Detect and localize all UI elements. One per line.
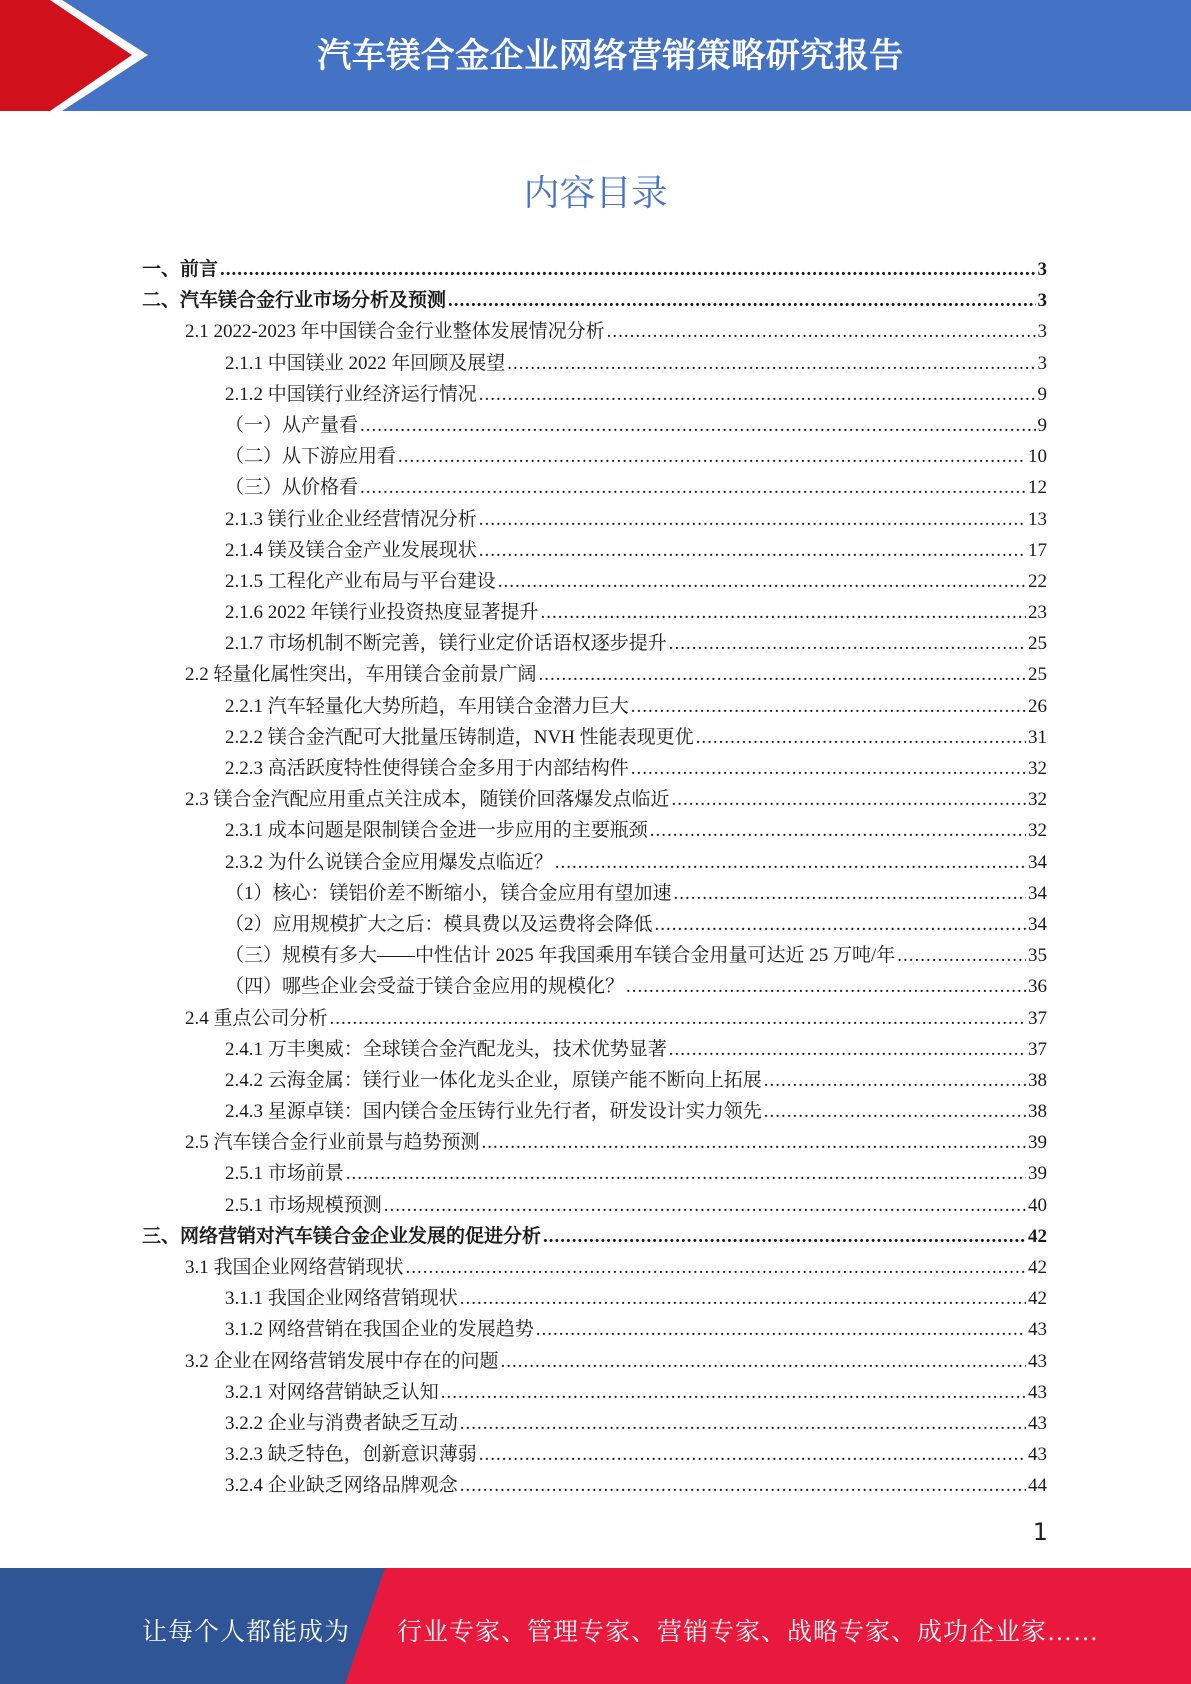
toc-entry[interactable] bbox=[142, 348, 1047, 379]
toc-dot-leader bbox=[669, 1034, 1026, 1065]
toc-dot-leader bbox=[448, 285, 1035, 316]
toc-entry[interactable] bbox=[142, 504, 1047, 535]
toc-entry[interactable] bbox=[142, 1377, 1047, 1408]
toc-entry-label: 2.4.1 万丰奥威：全球镁合金汽配龙头，技术优势显著 bbox=[225, 1038, 667, 1060]
toc-dot-leader bbox=[897, 940, 1026, 971]
toc-dot-leader bbox=[650, 815, 1026, 846]
toc-dot-leader bbox=[674, 878, 1026, 909]
toc-entry[interactable] bbox=[142, 1096, 1047, 1127]
toc-dot-leader bbox=[543, 1221, 1026, 1252]
toc-entry-page: 22 bbox=[1028, 570, 1047, 592]
toc-entry-label: 3.1.2 网络营销在我国企业的发展趋势 bbox=[225, 1319, 534, 1341]
toc-entry[interactable] bbox=[142, 1314, 1047, 1345]
toc-entry[interactable] bbox=[142, 1439, 1047, 1470]
toc-dot-leader bbox=[507, 348, 1035, 379]
toc-entry[interactable] bbox=[142, 691, 1047, 722]
toc-entry[interactable] bbox=[142, 410, 1047, 441]
toc-dot-leader bbox=[655, 909, 1026, 940]
toc-entry[interactable] bbox=[142, 285, 1047, 316]
toc-entry-label: 2.2.2 镁合金汽配可大批量压铸制造，NVH 性能表现更优 bbox=[225, 726, 694, 748]
toc-entry-label: 2.1.3 镁行业企业经营情况分析 bbox=[225, 508, 477, 530]
toc-entry-label: 2.4.3 星源卓镁：国内镁合金压铸行业先行者，研发设计实力领先 bbox=[225, 1101, 762, 1123]
toc-entry[interactable] bbox=[142, 472, 1047, 503]
toc-entry-page: 35 bbox=[1028, 945, 1047, 967]
page-number: 1 bbox=[1032, 1518, 1048, 1546]
toc-dot-leader bbox=[482, 1127, 1026, 1158]
toc-dot-leader bbox=[479, 379, 1036, 410]
toc-entry-label: 2.4 重点公司分析 bbox=[185, 1007, 328, 1029]
toc-entry-page: 39 bbox=[1028, 1132, 1047, 1154]
toc-dot-leader bbox=[360, 410, 1035, 441]
toc-entry-label: 2.1.5 工程化产业布局与平台建设 bbox=[225, 570, 496, 592]
toc-entry-page: 44 bbox=[1028, 1475, 1047, 1497]
toc-entry[interactable] bbox=[142, 659, 1047, 690]
toc-entry[interactable] bbox=[142, 1158, 1047, 1189]
toc-entry-page: 34 bbox=[1028, 851, 1047, 873]
footer-slogan-right: 行业专家、管理专家、营销专家、战略专家、成功企业家…… bbox=[397, 1619, 1100, 1646]
toc-dot-leader bbox=[626, 971, 1026, 1002]
toc-entry-label: 3.2 企业在网络营销发展中存在的问题 bbox=[185, 1350, 499, 1372]
toc-entry-label: （二）从下游应用看 bbox=[225, 446, 397, 468]
toc-entry-page: 43 bbox=[1028, 1444, 1047, 1466]
toc-entry-page: 25 bbox=[1028, 664, 1047, 686]
toc-dot-leader bbox=[764, 1096, 1026, 1127]
toc-entry-label: 2.4.2 云海金属：镁行业一体化龙头企业，原镁产能不断向上拓展 bbox=[225, 1069, 762, 1091]
toc-entry-label: 3.2.3 缺乏特色，创新意识薄弱 bbox=[225, 1444, 477, 1466]
toc-dot-leader bbox=[498, 566, 1026, 597]
toc-entry-label: （三）从价格看 bbox=[225, 477, 359, 499]
toc-dot-leader bbox=[460, 1470, 1026, 1501]
toc-dot-leader bbox=[220, 254, 1035, 285]
toc-entry-label: 2.1.4 镁及镁合金产业发展现状 bbox=[225, 539, 477, 561]
toc-dot-leader bbox=[764, 1065, 1026, 1096]
toc-dot-leader bbox=[360, 472, 1026, 503]
toc-entry-page: 3 bbox=[1037, 352, 1047, 374]
report-header-band bbox=[0, 0, 1191, 111]
toc-dot-leader bbox=[539, 659, 1026, 690]
toc-entry-page: 36 bbox=[1028, 976, 1047, 998]
toc-entry[interactable] bbox=[142, 316, 1047, 347]
toc-entry-label: （四）哪些企业会受益于镁合金应用的规模化？ bbox=[225, 976, 625, 998]
toc-dot-leader bbox=[398, 441, 1026, 472]
toc-entry-page: 37 bbox=[1028, 1007, 1047, 1029]
toc-entry[interactable] bbox=[142, 847, 1047, 878]
toc-dot-leader bbox=[479, 504, 1026, 535]
toc-entry-label: （三）规模有多大——中性估计 2025 年我国乘用车镁合金用量可达近 25 万吨/年 bbox=[225, 945, 896, 967]
toc-entry-page: 43 bbox=[1028, 1319, 1047, 1341]
toc-entry[interactable] bbox=[142, 878, 1047, 909]
toc-entry[interactable] bbox=[142, 1470, 1047, 1501]
toc-dot-leader bbox=[441, 1377, 1026, 1408]
toc-entry-label: 2.3 镁合金汽配应用重点关注成本，随镁价回落爆发点临近 bbox=[185, 789, 670, 811]
toc-entry[interactable] bbox=[142, 1003, 1047, 1034]
toc-entry[interactable] bbox=[142, 254, 1047, 285]
toc-entry-label: 3.2.1 对网络营销缺乏认知 bbox=[225, 1381, 439, 1403]
toc-entry-page: 40 bbox=[1028, 1194, 1047, 1216]
toc-dot-leader bbox=[330, 1003, 1026, 1034]
toc-entry-page: 13 bbox=[1028, 508, 1047, 530]
toc-dot-leader bbox=[406, 1252, 1026, 1283]
toc-entry-label: 2.1.7 市场机制不断完善，镁行业定价话语权逐步提升 bbox=[225, 633, 667, 655]
toc-entry-page: 32 bbox=[1028, 758, 1047, 779]
toc-entry[interactable] bbox=[142, 1408, 1047, 1439]
toc-entry-page: 17 bbox=[1028, 539, 1047, 561]
toc-entry[interactable] bbox=[142, 1190, 1047, 1221]
toc-entry[interactable] bbox=[142, 753, 1047, 784]
toc-entry-label: 一、前言 bbox=[142, 259, 219, 280]
toc-entry-label: （1）核心：镁铝价差不断缩小，镁合金应用有望加速 bbox=[225, 882, 672, 904]
toc-entry-label: （一）从产量看 bbox=[225, 414, 359, 436]
toc-dot-leader bbox=[460, 1283, 1026, 1314]
toc-dot-leader bbox=[479, 535, 1026, 566]
toc-entry-label: 2.1.2 中国镁行业经济运行情况 bbox=[225, 383, 477, 405]
toc-entry-page: 43 bbox=[1028, 1350, 1047, 1372]
toc-entry-page: 34 bbox=[1028, 882, 1047, 904]
toc-dot-leader bbox=[607, 316, 1036, 347]
toc-entry-page: 31 bbox=[1028, 726, 1047, 748]
toc-entry-label: 2.1 2022-2023 年中国镁合金行业整体发展情况分析 bbox=[185, 321, 605, 343]
toc-entry[interactable] bbox=[142, 1221, 1047, 1252]
toc-entry-label: 2.3.1 成本问题是限制镁合金进一步应用的主要瓶颈 bbox=[225, 820, 648, 842]
toc-dot-leader bbox=[541, 597, 1026, 628]
toc-entry-label: 2.5.1 市场规模预测 bbox=[225, 1194, 382, 1216]
table-of-contents bbox=[142, 254, 1047, 1502]
footer-banner bbox=[0, 1568, 1191, 1684]
toc-entry-page: 38 bbox=[1028, 1069, 1047, 1091]
toc-dot-leader bbox=[555, 847, 1026, 878]
toc-entry-page: 42 bbox=[1028, 1257, 1047, 1278]
toc-entry-label: 三、网络营销对汽车镁合金企业发展的促进分析 bbox=[142, 1225, 542, 1247]
toc-entry[interactable] bbox=[142, 971, 1047, 1002]
toc-entry[interactable] bbox=[142, 784, 1047, 815]
toc-dot-leader bbox=[536, 1314, 1026, 1345]
toc-dot-leader bbox=[460, 1408, 1026, 1439]
toc-entry-page: 42 bbox=[1028, 1288, 1047, 1310]
toc-entry-page: 26 bbox=[1028, 695, 1047, 717]
toc-entry-page: 37 bbox=[1028, 1038, 1047, 1060]
toc-entry-page: 10 bbox=[1028, 446, 1047, 468]
toc-entry-page: 34 bbox=[1028, 913, 1047, 935]
toc-entry[interactable] bbox=[142, 815, 1047, 846]
toc-entry-page: 43 bbox=[1028, 1381, 1047, 1403]
toc-entry-page: 38 bbox=[1028, 1101, 1047, 1123]
toc-entry[interactable] bbox=[142, 1283, 1047, 1314]
toc-entry-label: 2.2 轻量化属性突出，车用镁合金前景广阔 bbox=[185, 664, 537, 686]
toc-entry-label: （2）应用规模扩大之后：模具费以及运费将会降低 bbox=[225, 913, 653, 935]
report-title: 汽车镁合金企业网络营销策略研究报告 bbox=[317, 36, 904, 76]
toc-entry[interactable] bbox=[142, 566, 1047, 597]
toc-entry-label: 3.2.2 企业与消费者缺乏互动 bbox=[225, 1412, 458, 1434]
toc-entry-label: 3.1.1 我国企业网络营销现状 bbox=[225, 1288, 458, 1310]
toc-entry-label: 2.5 汽车镁合金行业前景与趋势预测 bbox=[185, 1132, 480, 1154]
toc-entry[interactable] bbox=[142, 1127, 1047, 1158]
toc-entry-label: 3.2.4 企业缺乏网络品牌观念 bbox=[225, 1475, 458, 1497]
toc-entry[interactable] bbox=[142, 940, 1047, 971]
toc-entry-page: 3 bbox=[1037, 259, 1047, 280]
toc-entry-label: 3.1 我国企业网络营销现状 bbox=[185, 1257, 404, 1278]
toc-entry[interactable] bbox=[142, 441, 1047, 472]
toc-dot-leader bbox=[479, 1439, 1026, 1470]
toc-dot-leader bbox=[501, 1346, 1026, 1377]
toc-entry[interactable] bbox=[142, 535, 1047, 566]
toc-dot-leader bbox=[631, 753, 1026, 784]
toc-entry-label: 二、汽车镁合金行业市场分析及预测 bbox=[142, 290, 447, 312]
toc-dot-leader bbox=[696, 722, 1026, 753]
toc-heading: 内容目录 bbox=[523, 173, 668, 214]
toc-entry-label: 2.3.2 为什么说镁合金应用爆发点临近？ bbox=[225, 851, 553, 873]
toc-entry-page: 9 bbox=[1037, 383, 1047, 405]
toc-entry[interactable] bbox=[142, 722, 1047, 753]
toc-dot-leader bbox=[346, 1158, 1026, 1189]
toc-entry-page: 39 bbox=[1028, 1163, 1047, 1185]
toc-entry-label: 2.5.1 市场前景 bbox=[225, 1163, 344, 1185]
toc-entry-page: 9 bbox=[1037, 414, 1047, 436]
toc-dot-leader bbox=[672, 784, 1026, 815]
toc-entry-page: 25 bbox=[1028, 633, 1047, 655]
toc-dot-leader bbox=[631, 691, 1026, 722]
toc-entry[interactable] bbox=[142, 379, 1047, 410]
toc-dot-leader bbox=[384, 1190, 1026, 1221]
toc-entry-label: 2.2.1 汽车轻量化大势所趋，车用镁合金潜力巨大 bbox=[225, 695, 629, 717]
toc-entry-label: 2.1.1 中国镁业 2022 年回顾及展望 bbox=[225, 352, 506, 374]
toc-dot-leader bbox=[669, 628, 1026, 659]
toc-entry-page: 32 bbox=[1028, 820, 1047, 842]
toc-entry[interactable] bbox=[142, 1034, 1047, 1065]
toc-entry[interactable] bbox=[142, 597, 1047, 628]
footer-slogan-left: 让每个人都能成为 bbox=[142, 1619, 351, 1646]
toc-entry-label: 2.1.6 2022 年镁行业投资热度显著提升 bbox=[225, 602, 539, 624]
toc-entry-page: 32 bbox=[1028, 789, 1047, 811]
toc-entry-page: 3 bbox=[1037, 321, 1047, 343]
toc-entry-page: 42 bbox=[1028, 1225, 1047, 1247]
toc-entry-page: 43 bbox=[1028, 1412, 1047, 1434]
toc-entry[interactable] bbox=[142, 1065, 1047, 1096]
toc-entry[interactable] bbox=[142, 1252, 1047, 1283]
toc-entry[interactable] bbox=[142, 628, 1047, 659]
toc-entry-label: 2.2.3 高活跃度特性使得镁合金多用于内部结构件 bbox=[225, 758, 629, 779]
toc-entry[interactable] bbox=[142, 1346, 1047, 1377]
toc-entry-page: 3 bbox=[1037, 290, 1047, 312]
toc-entry[interactable] bbox=[142, 909, 1047, 940]
toc-entry-page: 23 bbox=[1028, 602, 1047, 624]
toc-entry-page: 12 bbox=[1028, 477, 1047, 499]
